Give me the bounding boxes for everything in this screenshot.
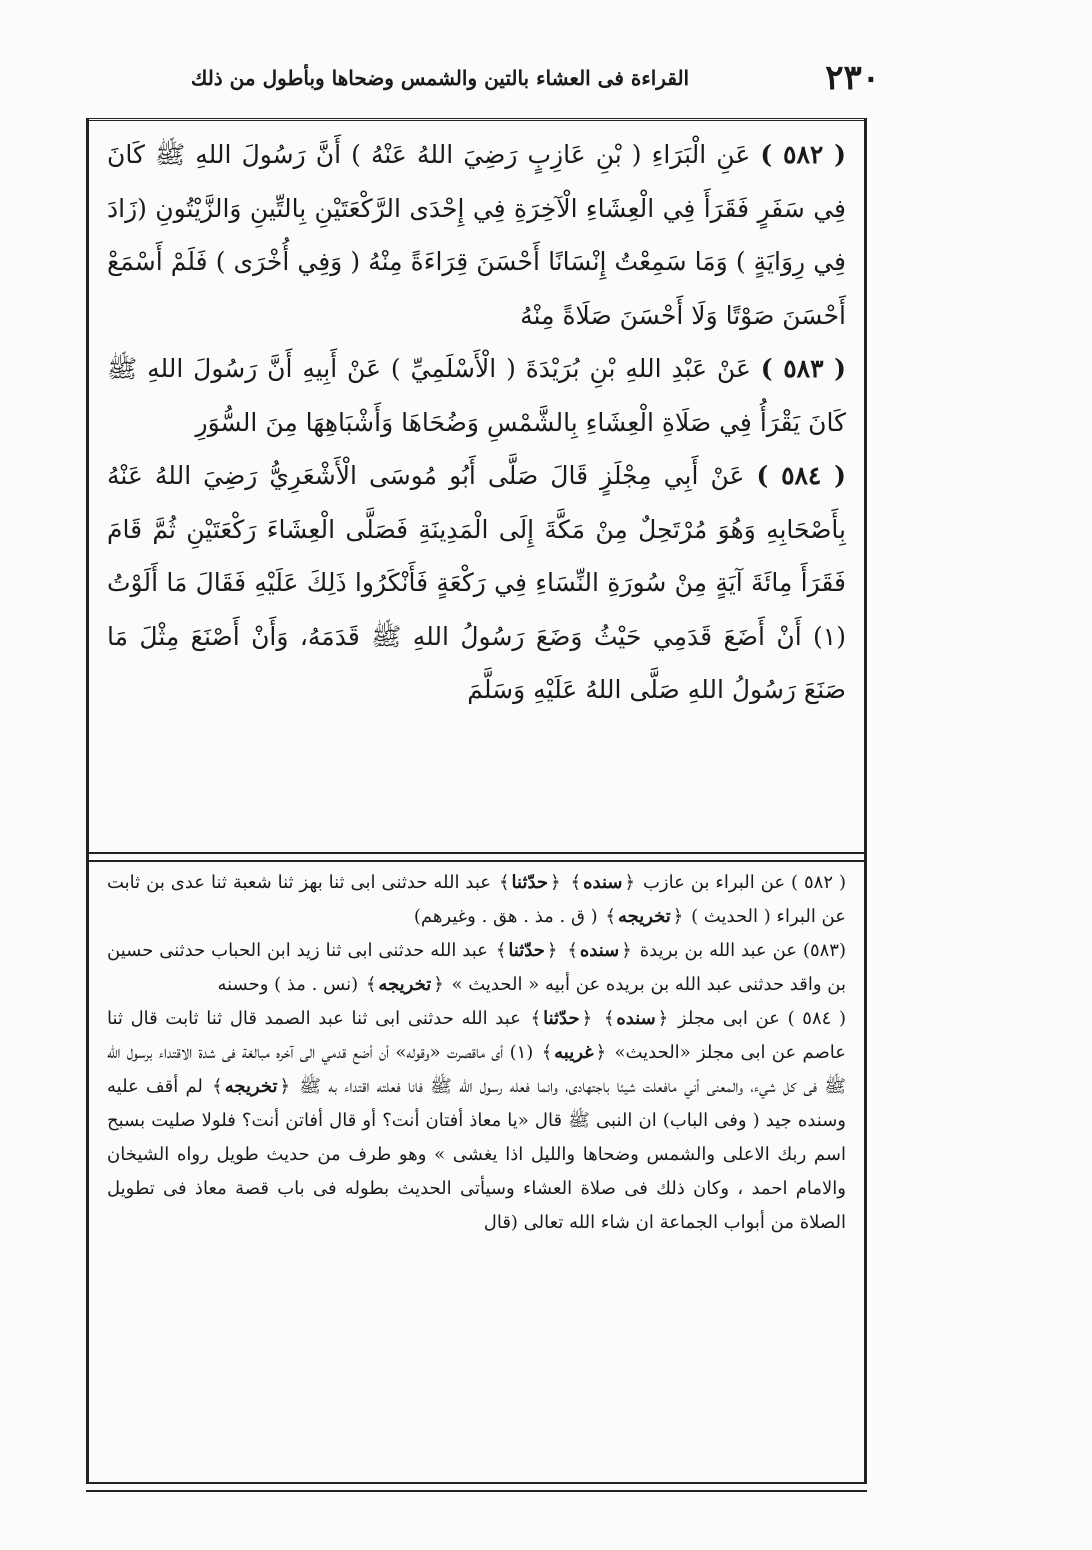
hadith-body: عَنْ أَبِي مِجْلَزٍ قَالَ صَلَّى أَبُو مُوسَى الْأَشْعَرِيُّ رَضِيَ اللهُ عَنْهُ بِأَصْحَابِهِ وَهُوَ مُرْتَحِلٌ مِنْ مَكَّةَ إِلَى الْمَدِينَةِ فَصَلَّى الْعِشَاءَ رَكْعَتَيْنِ ثُمَّ قَامَ فَقَرَأَ مِائَةَ آيَةٍ مِنْ سُورَةِ النِّسَاءِ فِي رَكْعَةٍ فَأَنْكَرُوا ذَلِكَ عَلَيْهِ فَقَالَ مَا أَلَوْتُ (١) أَنْ أَضَعَ قَدَمِي حَيْثُ وَضَعَ رَسُولُ اللهِ ﷺ قَدَمَهُ، وَأَنْ أَصْنَعَ مِثْلَ مَا صَنَعَ رَسُولُ اللهِ صَلَّى اللهُ عَلَيْهِ وَسَلَّمَ [107,461,846,704]
commentary-text: (نس . مذ ) وحسنه [217,974,359,995]
commentary-number: (٥٨٣) [802,940,846,961]
commentary-583 [107,934,846,1002]
commentary-text: عبد الله حدثنى ابى ثنا عبد الصمد قال ثنا ثابت قال ثنا عاصم عن ابى مجلز «الحديث» [107,1008,846,1063]
hadith-text-section [107,128,846,828]
hadith-body: عَنْ عَبْدِ اللهِ بْنِ بُرَيْدَةَ ( الْأَسْلَمِيِّ ) عَنْ أَبِيهِ أَنَّ رَسُولَ اللهِ ﷺ كَانَ يَقْرَأُ فِي صَلَاةِ الْعِشَاءِ بِالشَّمْسِ وَضُحَاهَا وَأَشْبَاهِهَا مِنَ السُّوَرِ [107,354,846,437]
haddathana-label: ﴿ حدّثنا ﴾ [497,872,563,893]
hadith-583 [107,342,846,449]
hadith-body: عَنِ الْبَرَاءِ ( بْنِ عَازِبٍ رَضِيَ اللهُ عَنْهُ ) أَنَّ رَسُولَ اللهِ ﷺ كَانَ فِي سَفَرٍ فَقَرَأَ فِي الْعِشَاءِ الْآخِرَةِ فِي إِحْدَى الرَّكْعَتَيْنِ بِالتِّينِ وَالزَّيْتُونِ (زَادَ فِي رِوَايَةٍ ) وَمَا سَمِعْتُ إِنْسَانًا أَحْسَنَ قِرَاءَةً مِنْهُ ( وَفِي أُخْرَى ) فَلَمْ أَسْمَعْ أَحْسَنَ صَوْتًا وَلَا أَحْسَنَ صَلَاةً مِنْهُ [107,140,846,330]
commentary-584 [107,1002,846,1240]
commentary-text: عن ابى مجلز [678,1008,780,1029]
hadith-582 [107,128,846,342]
haddathana-label: ﴿ حدّثنا ﴾ [494,940,560,961]
commentary-text: عبد الله حدثنى ابى ثنا زيد ابن الحباب حدثنى حسين بن واقد حدثنى عبد الله بن بريده عن أبيه « الحديث » [107,940,846,995]
sanad-label: ﴿ سنده ﴾ [569,872,638,893]
hadith-number: ( ٥٨٢ ) [760,140,846,169]
commentary-number: ( ٥٨٤ ) [787,1008,846,1029]
takhrij-label: ﴿ تخريجه ﴾ [210,1076,292,1097]
page-frame [86,118,867,1484]
hadith-number: ( ٥٨٤ ) [756,461,846,490]
sanad-label: ﴿ سنده ﴾ [602,1008,671,1029]
page-header [150,58,880,114]
running-title: القراءة فى العشاء بالتين والشمس وضحاها وبأطول من ذلك [190,66,690,90]
haddathana-label: ﴿ حدّثنا ﴾ [529,1008,595,1029]
page-number: ٢٣٠ [825,58,880,98]
commentary-section [107,866,846,1476]
hadith-number: ( ٥٨٣ ) [760,354,846,383]
commentary-text: لم أقف عليه وسنده جيد ( وفى الباب) ان النبى ﷺ قال «يا معاذ أفتان أنت؟ أو قال أفاتن أنت؟ فلولا صليت بسبح اسم ربك الاعلى والشمس وضحاها والليل اذا يغشى » وهو طرف من حديث طويل رواه الشيخان والامام احمد ، وكان ذلك فى صلاة العشاء وسيأتى الحديث بطوله فى باب قصة معاذ فى تطويل الصلاة من أبواب الجماعة ان شاء الله تعالى (قال [107,1076,846,1233]
takhrij-label: ﴿ تخريجه ﴾ [364,974,446,995]
section-divider [89,852,864,862]
commentary-text: ( ق . مذ . هق . وغيرهم) [413,906,598,927]
hadith-584 [107,449,846,717]
commentary-text: عن عبد الله بن بريدة [639,940,798,961]
commentary-text: عبد الله حدثنى ابى ثنا بهز ثنا شعبة ثنا عدى بن ثابت عن البراء ( الحديث ) [107,872,846,927]
commentary-number: ( ٥٨٢ ) [791,872,846,893]
commentary-text: (١) أى ماقصرت «وقوله» أن أضع قدمي الى آخره مبالغة فى شدة الاقتداء برسول الله ﷺ فى كل شيء، والمعنى أني مافعلت شيئا باجتهادى، وانما فعله رسول الله ﷺ فانا فعلته اقتداء به ﷺ [107,1042,846,1097]
gharib-label: ﴿ غريبه ﴾ [540,1042,609,1063]
page-frame-bottom-rule [86,1482,867,1492]
commentary-582 [107,866,846,934]
commentary-text: عن البراء بن عازب [642,872,786,893]
takhrij-label: ﴿ تخريجه ﴾ [603,906,685,927]
sanad-label: ﴿ سنده ﴾ [565,940,634,961]
